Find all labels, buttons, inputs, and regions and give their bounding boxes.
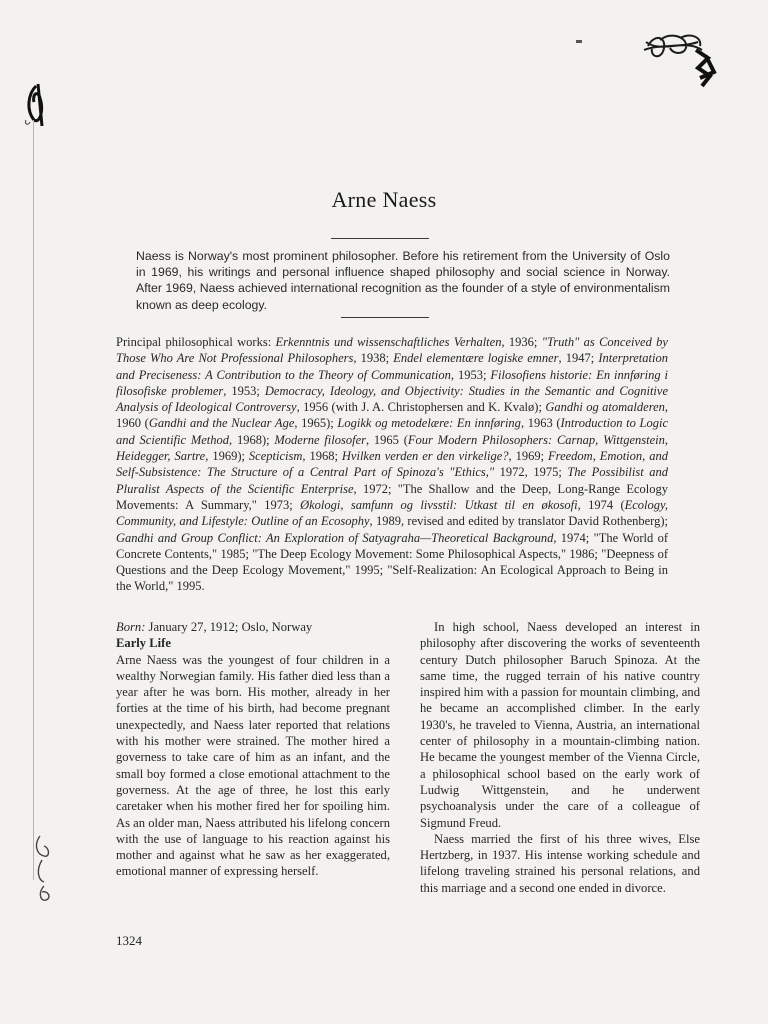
work-title: Filosofiens historie: En innføring i filosofiske problemer — [116, 367, 668, 398]
works-text: , 1969; — [508, 449, 549, 464]
works-text: , 1968); — [229, 432, 275, 447]
work-title: Gandhi and Group Conflict: An Exploration of Satyagraha—Theoretical Background — [116, 530, 554, 545]
work-title: The Possibilist and Pluralist Aspects of the Scientific Enterprise — [116, 465, 668, 496]
abstract-divider — [341, 317, 429, 318]
works-text: , 1947; — [558, 351, 599, 366]
principal-works-paragraph — [116, 334, 668, 595]
work-title: Logikk og metodelære: En innføring — [337, 416, 521, 431]
work-title: Introduction to Logic and Scientific Method — [116, 416, 669, 447]
handwritten-mark-margin-bottom — [30, 830, 58, 910]
works-text: , 1965 ( — [365, 432, 408, 447]
early-life-paragraph: Arne Naess was the youngest of four children in a wealthy Norwegian family. His father died less than a year after he was born. His mother, already in her forties at the time of his birth, had become pregnant unexpectedly, and Naess later reported that relations with his mother were strained. The mother hired a governess to take care of him as an infant, and the small boy formed a close emotional attachment to the governess. At the age of three, he lost this early caretaker when his mother fired her for spoiling him. As an older man, Naess attributed his lifelong concern with the use of language to his reaction against his mother and against what he saw as her exaggerated, emotional manner of expressing herself. — [116, 652, 390, 879]
marriage-paragraph: Naess married the first of his three wives, Else Hertzberg, in 1937. His intense working schedule and lifelong traveling strained his personal relations, and this marriage and a second one ended in divorce. — [420, 831, 700, 895]
work-title: Moderne filosofer — [274, 432, 366, 447]
works-text: , 1972; "The Shallow and the Deep, Long-Range Ecology Movements: A Summary," 1973; — [116, 481, 669, 512]
work-title: Four Modern Philosophers: Carnap, Wittgenstein, Heidegger, Sartre — [116, 432, 668, 464]
title-divider — [331, 238, 429, 239]
page-title: Arne Naess — [331, 187, 437, 212]
work-title: Ecology, Community, and Lifestyle: Outline of an Ecosophy — [116, 497, 669, 529]
born-line — [116, 619, 390, 635]
left-column — [116, 619, 390, 880]
work-title: Scepticism — [248, 449, 303, 464]
work-title: Endel elementære logiske emner — [393, 351, 559, 366]
work-title: "Truth" as Conceived by Those Who Are Not Professional Philosophers — [116, 335, 668, 366]
handwritten-scribble-top-right — [640, 28, 725, 93]
right-column — [420, 619, 700, 896]
works-text: , 1953; — [450, 367, 491, 382]
works-text: , 1974 ( — [577, 497, 625, 512]
works-text: , 1969); — [205, 449, 249, 464]
abstract-paragraph: Naess is Norway's most prominent philosopher. Before his retirement from the University of Oslo in 1969, his writings and personal influence shaped philosophy and social science in Norway. After 1969, Naess achieved international recognition as the founder of a style of environmentalism known as deep ecology. — [136, 249, 670, 312]
work-title: Hvilken verden er den virkelige? — [341, 449, 509, 464]
work-title: Freedom, Emotion, and Self-Subsistence: The Structure of a Central Part of Spinoza's "Ethics," — [116, 449, 668, 480]
works-text: , 1963 ( — [520, 416, 561, 431]
work-title: Gandhi og atomalderen — [545, 400, 665, 415]
work-title: Erkenntnis und wissenschaftliches Verhalten — [275, 335, 502, 349]
work-title: Gandhi and the Nuclear Age — [148, 416, 295, 431]
early-life-heading: Early Life — [116, 636, 171, 651]
high-school-paragraph: In high school, Naess developed an interest in philosophy after discovering the works of seventeenth century Dutch philosopher Baruch Spinoza. At the same time, the rugged terrain of his native country inspired him with a passion for mountain climbing, and he became an accomplished climber. In the early 1930's, he traveled to Vienna, Austria, an international center of philosophy in a mountain-climbing nation. He became the youngest member of the Vienna Circle, a philosophical school based on the early work of Ludwig Wittgenstein, and he underwent psychoanalysis under the care of a colleague of Sigmund Freud. — [420, 620, 700, 830]
scan-margin-line — [33, 120, 34, 880]
works-text: Principal philosophical works: — [116, 335, 276, 349]
work-title: Økologi, samfunn og livsstil: Utkast til en økosofi — [300, 497, 578, 512]
works-text: , 1965); — [294, 416, 338, 431]
speck-mark — [576, 40, 582, 43]
works-text: , 1936; — [501, 335, 542, 349]
works-text: , 1989, revised and edited by translator David Rothenberg); — [369, 514, 668, 529]
works-text: , 1953; — [223, 383, 265, 398]
works-text: , 1956 (with J. A. Christophersen and K. Kvalø); — [296, 400, 546, 415]
born-label: Born: — [116, 620, 146, 634]
works-text: , 1974; "The World of Concrete Contents," 1985; "The Deep Ecology Movement: Some Philosophical Aspects," 1986; "Deepness of Questions and the Deep Ecology Movement," 1995; "Self-Realization: An Ecological Approach to Being in the World," 1995. — [116, 530, 668, 594]
works-text: , 1968; — [302, 449, 342, 464]
works-text: , 1960 ( — [116, 400, 669, 431]
works-text: 1972, 1975; — [494, 465, 568, 480]
handwritten-mark-left — [22, 80, 52, 130]
born-value: January 27, 1912; Oslo, Norway — [145, 620, 313, 634]
page-number: 1324 — [116, 933, 142, 948]
work-title: Interpretation and Preciseness: A Contribution to the Theory of Communication — [116, 351, 668, 382]
works-text: , 1938; — [353, 351, 394, 366]
work-title: Democracy, Ideology, and Objectivity: Studies in the Semantic and Cognitive Analysis of Ideological Controversy — [116, 383, 668, 415]
